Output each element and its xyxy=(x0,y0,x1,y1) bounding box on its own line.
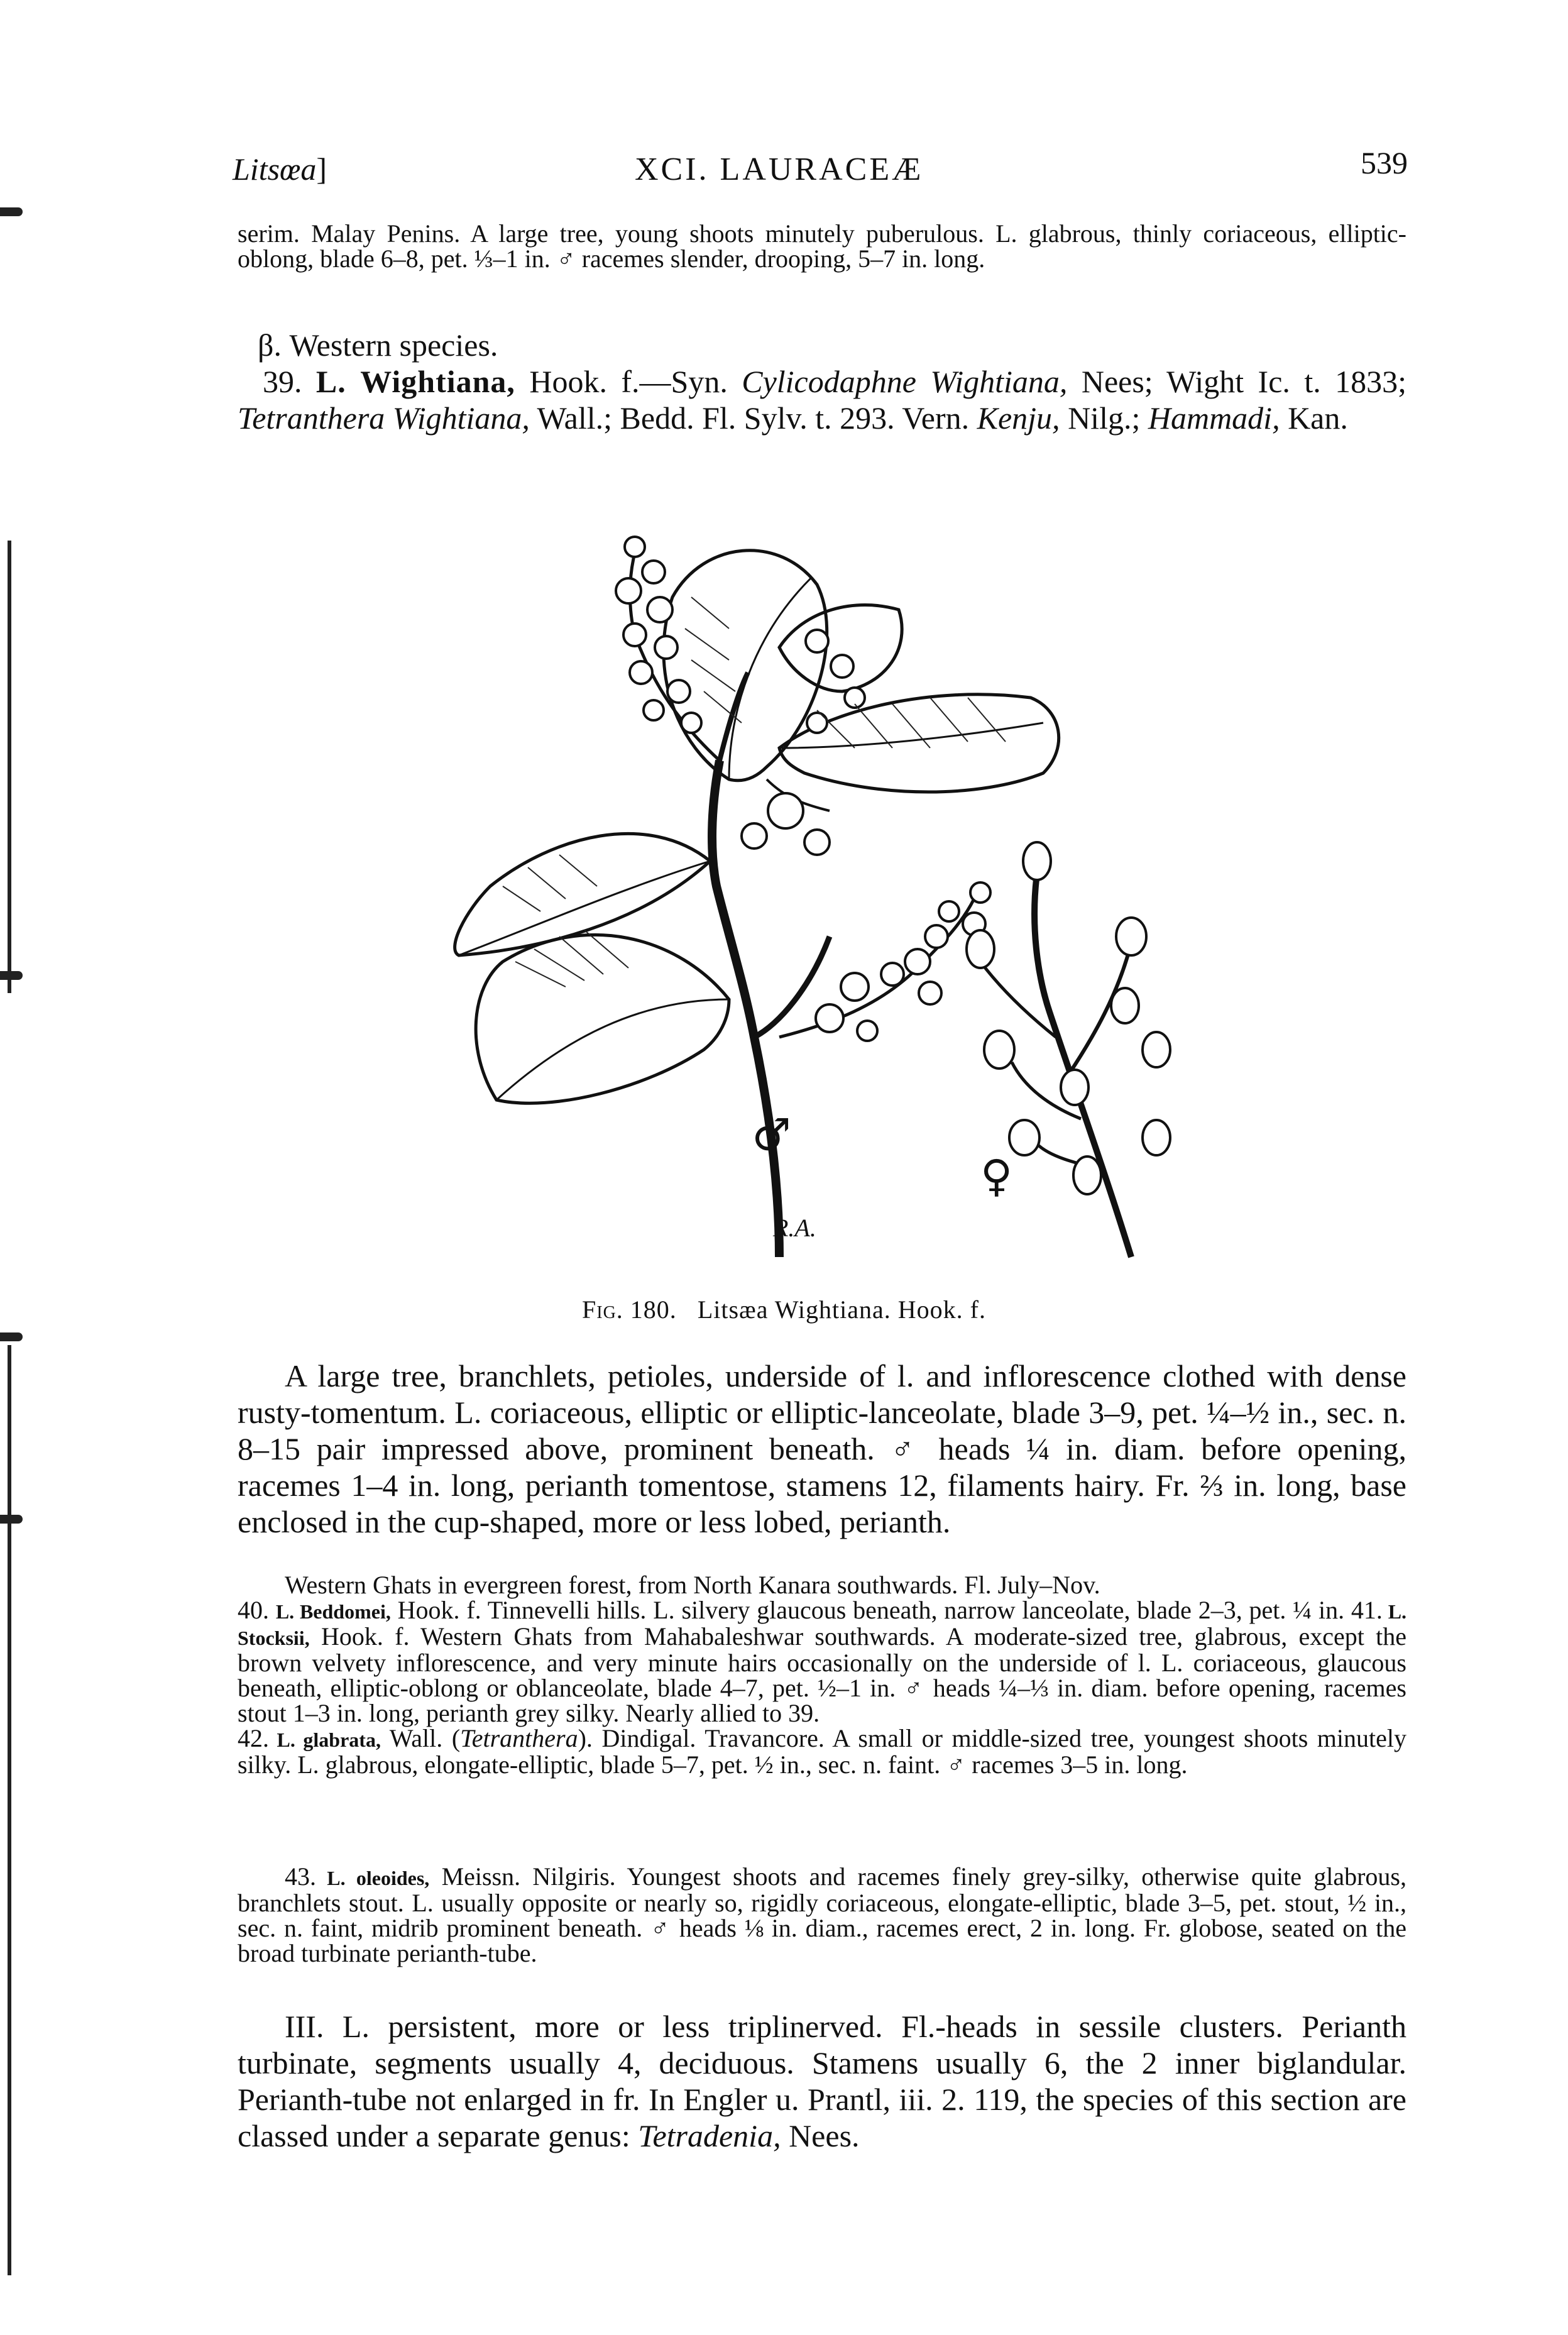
vernacular-name: Hammadi, xyxy=(1148,400,1280,436)
vernacular-name: Kenju, xyxy=(977,400,1060,436)
plant-drawing xyxy=(377,484,1257,1282)
species-note-text: Hook. f. Western Ghats from Mahabaleshwar southwards. A moderate-sized tree, glabrous, except the brown velvety inflorescence, and very minute hairs occasionally on the underside of l. L. coriaceous, glaucous beneath, elliptic-oblong or oblanceolate, blade 4–7, pet. ½–1 in. ♂ heads ¼–⅓ in. diam. before opening, racemes stout 1–3 in. long, perianth grey silky. Nearly allied to 39. xyxy=(238,1622,1406,1727)
continuation-paragraph: serim. Malay Penins. A large tree, young shoots minutely puberulous. L. glabrous, thinly coriaceous, elliptic-oblong, blade 6–8, pet. ⅓–1 in. ♂ racemes slender, drooping, 5–7 in. long. xyxy=(238,219,1406,273)
leaf xyxy=(476,935,729,1103)
figure-caption xyxy=(0,1295,1568,1324)
species-number: 39. xyxy=(263,364,302,399)
species-number: 40. xyxy=(238,1596,269,1624)
running-head-genus: Litsœa xyxy=(233,151,317,187)
botanical-illustration xyxy=(377,484,1257,1282)
genus-name: Tetradenia, xyxy=(638,2118,781,2153)
male-symbol: ♂ xyxy=(752,1109,791,1161)
species-note-text: ). Dindigal. Travancore. A small or middle-sized tree, youngest shoots minutely silky. L. glabrous, elongate-elliptic, blade 5–7, pet. ½ in., sec. n. faint. ♂ racemes 3–5 in. long. xyxy=(238,1724,1406,1779)
distribution-note: Western Ghats in evergreen forest, from North Kanara southwards. Fl. July–Nov. xyxy=(285,1571,1100,1599)
scan-edge-artifact xyxy=(0,1515,23,1524)
leaf xyxy=(455,833,710,955)
citation-text: Kan. xyxy=(1280,400,1348,436)
species-number: 41. xyxy=(1344,1596,1383,1624)
species-name: L. Beddomei, xyxy=(275,1600,391,1623)
species-name: L. oleoides, xyxy=(316,1867,430,1889)
leaf xyxy=(664,551,827,781)
species-description: A large tree, branchlets, petioles, underside of l. and inflorescence clothed with dense rusty-tomentum. L. coriaceous, elliptic or elliptic-lanceolate, blade 3–9, pet. ¼–½ in., sec. n. 8–15 pair impressed above, prominent beneath. ♂ heads ¼ in. diam. before opening, racemes 1–4 in. long, perianth tomentose, stamens 12, filaments hairy. Fr. ⅔ in. long, base enclosed in the cup-shaped, more or less lobed, perianth. xyxy=(238,1358,1406,1539)
species-name: L. glabrata, xyxy=(269,1728,381,1751)
leaf xyxy=(779,695,1059,792)
species-name: L. Stocksii, xyxy=(238,1600,1407,1649)
artist-initials: R.A. xyxy=(773,1214,816,1242)
page-header xyxy=(233,145,1414,195)
species-43-note xyxy=(238,1864,1406,1966)
synonym: Tetranthera xyxy=(460,1724,578,1752)
citation-text: Wall.; Bedd. Fl. Sylv. t. 293. Vern. xyxy=(529,400,977,436)
female-symbol: ♀ xyxy=(980,1150,1013,1202)
citation-text: Hook. f.—Syn. xyxy=(515,364,742,399)
scan-edge-artifact xyxy=(8,541,11,993)
subsection-heading: β. Western species. xyxy=(258,327,498,363)
species-note-text: Hook. f. Tinnevelli hills. L. silvery glaucous beneath, narrow lanceolate, blade 2–3, pet. ¼ in. xyxy=(390,1596,1345,1624)
running-head-bracket: ] xyxy=(316,151,327,187)
section-III-paragraph xyxy=(238,2008,1406,2154)
scan-edge-artifact xyxy=(8,1345,11,2275)
species-note-text: Meissn. Nilgiris. Youngest shoots and racemes finely grey-silky, otherwise quite glabrous, branchlets stout. L. usually opposite or nearly so, rigidly coriaceous, elongate-elliptic, blade 3–5, pet. stout, ½ in., sec. n. faint, midrib prominent beneath. ♂ heads ⅛ in. diam., racemes erect, 2 in. long. Fr. globose, seated on the broad turbinate perianth-tube. xyxy=(238,1862,1406,1967)
citation-text: Nees; Wight Ic. t. 1833; xyxy=(1067,364,1407,399)
species-name: L. Wightiana, xyxy=(315,364,515,399)
species-39-entry xyxy=(238,363,1406,436)
section-text: III. L. persistent, more or less triplinerved. Fl.-heads in sessile clusters. Perianth turbinate, segments usually 4, deciduous. Stamens usually 6, the 2 inner biglandular. Perianth-tube not enlarged in fr. In Engler u. Prantl, iii. 2. 119, the species of this section are classed under a separate genus: xyxy=(238,2009,1406,2153)
page-number: 539 xyxy=(1361,145,1408,180)
synonym: Tetranthera Wightiana, xyxy=(238,400,530,436)
scan-edge-artifact xyxy=(0,207,23,216)
species-number: 43. xyxy=(285,1862,316,1891)
citation-text: Nilg.; xyxy=(1060,400,1148,436)
running-head xyxy=(233,151,327,187)
synonym: Cylicodaphne Wightiana, xyxy=(742,364,1068,399)
scan-edge-artifact xyxy=(0,1332,23,1341)
figure-caption-text: Litsæa Wightiana. Hook. f. xyxy=(697,1295,986,1324)
section-title: XCI. LAURACEÆ xyxy=(635,151,924,187)
figure-label: Fig. 180. xyxy=(582,1295,677,1324)
species-number: 42. xyxy=(238,1724,269,1752)
species-note-text: Wall. ( xyxy=(380,1724,461,1752)
scan-edge-artifact xyxy=(0,971,23,980)
section-text: Nees. xyxy=(781,2118,860,2153)
species-notes xyxy=(238,1573,1406,1777)
